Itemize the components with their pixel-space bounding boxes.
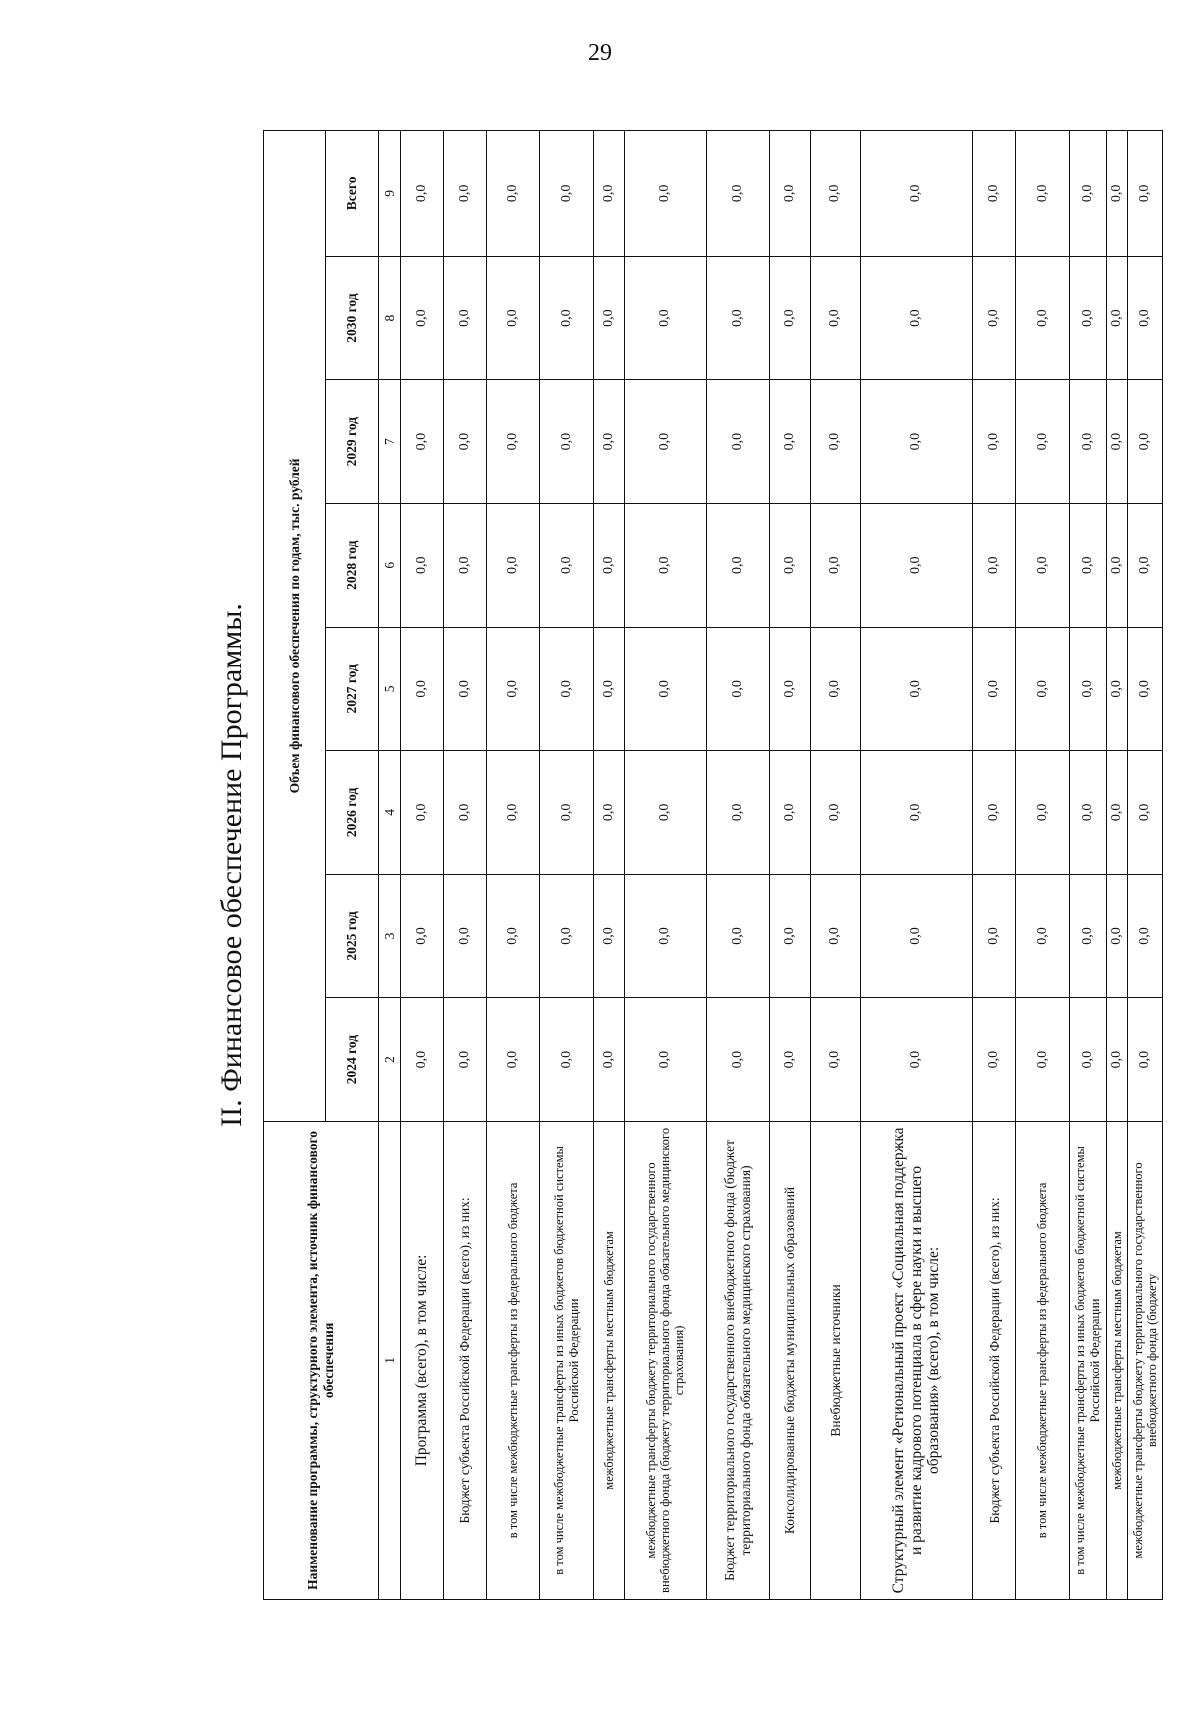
row-value: 0,0 xyxy=(487,874,540,998)
row-value: 0,0 xyxy=(811,131,860,257)
row-value: 0,0 xyxy=(811,503,860,627)
column-number: 1 xyxy=(379,1121,401,1599)
row-value: 0,0 xyxy=(811,998,860,1122)
row-value: 0,0 xyxy=(860,256,973,380)
row-value: 0,0 xyxy=(624,998,706,1122)
row-value: 0,0 xyxy=(1069,874,1106,998)
row-name: Бюджет территориального государственного внебюджетного фонда (бюджет территориального фонда обязательного медицинского страхования) xyxy=(706,1121,770,1599)
row-value: 0,0 xyxy=(860,503,973,627)
row-value: 0,0 xyxy=(1128,751,1163,875)
column-number: 4 xyxy=(379,751,401,875)
row-value: 0,0 xyxy=(1016,380,1069,504)
row-value: 0,0 xyxy=(860,131,973,257)
row-value: 0,0 xyxy=(1016,256,1069,380)
column-number: 7 xyxy=(379,380,401,504)
header-year: 2028 год xyxy=(326,503,379,627)
row-value: 0,0 xyxy=(706,627,770,751)
row-value: 0,0 xyxy=(593,256,624,380)
row-value: 0,0 xyxy=(1069,627,1106,751)
header-total: Всего xyxy=(326,131,379,257)
row-value: 0,0 xyxy=(593,627,624,751)
row-value: 0,0 xyxy=(706,998,770,1122)
row-value: 0,0 xyxy=(973,751,1016,875)
row-value: 0,0 xyxy=(593,503,624,627)
column-number: 5 xyxy=(379,627,401,751)
row-value: 0,0 xyxy=(593,131,624,257)
row-value: 0,0 xyxy=(770,131,811,257)
row-value: 0,0 xyxy=(860,998,973,1122)
row-value: 0,0 xyxy=(444,627,487,751)
row-name: Программа (всего), в том числе: xyxy=(401,1121,444,1599)
row-value: 0,0 xyxy=(444,503,487,627)
row-value: 0,0 xyxy=(973,627,1016,751)
row-value: 0,0 xyxy=(1069,256,1106,380)
row-value: 0,0 xyxy=(706,751,770,875)
row-value: 0,0 xyxy=(540,256,593,380)
row-value: 0,0 xyxy=(593,751,624,875)
row-value: 0,0 xyxy=(1106,627,1128,751)
row-value: 0,0 xyxy=(1016,131,1069,257)
row-value: 0,0 xyxy=(487,503,540,627)
row-value: 0,0 xyxy=(770,751,811,875)
row-value: 0,0 xyxy=(1069,751,1106,875)
row-value: 0,0 xyxy=(444,256,487,380)
row-value: 0,0 xyxy=(540,627,593,751)
row-value: 0,0 xyxy=(973,874,1016,998)
row-name: Консолидированные бюджеты муниципальных образований xyxy=(770,1121,811,1599)
row-value: 0,0 xyxy=(860,627,973,751)
header-year: 2024 год xyxy=(326,998,379,1122)
row-value: 0,0 xyxy=(973,256,1016,380)
row-value: 0,0 xyxy=(770,998,811,1122)
row-value: 0,0 xyxy=(593,874,624,998)
row-name: Внебюджетные источники xyxy=(811,1121,860,1599)
row-value: 0,0 xyxy=(540,751,593,875)
row-name: в том числе межбюджетные трансферты из иных бюджетов бюджетной системы Российской Федерации xyxy=(540,1121,593,1599)
table-row xyxy=(860,131,973,1600)
table-row xyxy=(444,131,487,1600)
table-row xyxy=(624,131,706,1600)
row-value: 0,0 xyxy=(1069,131,1106,257)
row-value: 0,0 xyxy=(770,380,811,504)
table-row xyxy=(811,131,860,1600)
row-value: 0,0 xyxy=(1106,380,1128,504)
row-value: 0,0 xyxy=(811,627,860,751)
row-value: 0,0 xyxy=(593,380,624,504)
row-name: Структурный элемент «Региональный проект «Социальная поддержка и развитие кадрового потенциала в сфере науки и высшего образования» (всего), в том числе: xyxy=(860,1121,973,1599)
row-value: 0,0 xyxy=(1069,503,1106,627)
row-value: 0,0 xyxy=(1128,256,1163,380)
row-value: 0,0 xyxy=(811,380,860,504)
header-group-label: Объем финансового обеспечения по годам, тыс. рублей xyxy=(264,131,326,1122)
row-value: 0,0 xyxy=(1016,874,1069,998)
header-name-column: Наименование программы, структурного элемента, источник финансового обеспечения xyxy=(264,1121,379,1599)
row-value: 0,0 xyxy=(1069,998,1106,1122)
row-value: 0,0 xyxy=(1106,751,1128,875)
row-value: 0,0 xyxy=(706,380,770,504)
financing-table xyxy=(263,130,1163,1600)
row-value: 0,0 xyxy=(973,503,1016,627)
row-value: 0,0 xyxy=(1128,998,1163,1122)
row-value: 0,0 xyxy=(1016,998,1069,1122)
row-value: 0,0 xyxy=(540,998,593,1122)
row-value: 0,0 xyxy=(973,380,1016,504)
page-number: 29 xyxy=(588,40,612,66)
row-value: 0,0 xyxy=(540,131,593,257)
row-value: 0,0 xyxy=(624,380,706,504)
row-value: 0,0 xyxy=(811,874,860,998)
row-value: 0,0 xyxy=(401,503,444,627)
row-value: 0,0 xyxy=(1106,503,1128,627)
row-value: 0,0 xyxy=(487,131,540,257)
row-value: 0,0 xyxy=(1016,627,1069,751)
row-value: 0,0 xyxy=(487,998,540,1122)
row-value: 0,0 xyxy=(540,503,593,627)
table-row xyxy=(487,131,540,1600)
row-value: 0,0 xyxy=(706,503,770,627)
row-value: 0,0 xyxy=(487,627,540,751)
row-value: 0,0 xyxy=(1128,874,1163,998)
column-number: 3 xyxy=(379,874,401,998)
header-year: 2030 год xyxy=(326,256,379,380)
section-title: II. Финансовое обеспечение Программы. xyxy=(215,603,248,1127)
row-value: 0,0 xyxy=(1016,503,1069,627)
table-body xyxy=(401,131,1163,1600)
table-row xyxy=(1069,131,1106,1600)
row-value: 0,0 xyxy=(1106,131,1128,257)
row-value: 0,0 xyxy=(706,874,770,998)
row-name: межбюджетные трансферты бюджету территориального государственного внебюджетного фонда (бюджету территориального фонда обязательного медицинского страхования) xyxy=(624,1121,706,1599)
row-value: 0,0 xyxy=(1106,256,1128,380)
row-value: 0,0 xyxy=(487,256,540,380)
row-value: 0,0 xyxy=(624,874,706,998)
row-value: 0,0 xyxy=(401,256,444,380)
row-value: 0,0 xyxy=(1128,131,1163,257)
table-row xyxy=(706,131,770,1600)
row-name: межбюджетные трансферты местным бюджетам xyxy=(593,1121,624,1599)
row-value: 0,0 xyxy=(706,131,770,257)
table-row xyxy=(1016,131,1069,1600)
table-row xyxy=(973,131,1016,1600)
row-value: 0,0 xyxy=(401,627,444,751)
row-value: 0,0 xyxy=(444,380,487,504)
row-name: в том числе межбюджетные трансферты из иных бюджетов бюджетной системы Российской Федерации xyxy=(1069,1121,1106,1599)
row-value: 0,0 xyxy=(860,874,973,998)
row-value: 0,0 xyxy=(811,256,860,380)
row-value: 0,0 xyxy=(1106,998,1128,1122)
row-value: 0,0 xyxy=(1128,503,1163,627)
column-number: 6 xyxy=(379,503,401,627)
row-value: 0,0 xyxy=(593,998,624,1122)
row-value: 0,0 xyxy=(444,751,487,875)
row-name: Бюджет субъекта Российской Федерации (всего), из них: xyxy=(444,1121,487,1599)
row-name: межбюджетные трансферты бюджету территориального государственного внебюджетного фонда (бюджету xyxy=(1128,1121,1163,1599)
row-value: 0,0 xyxy=(401,874,444,998)
table-row xyxy=(1106,131,1128,1600)
row-value: 0,0 xyxy=(1016,751,1069,875)
table-row xyxy=(401,131,444,1600)
row-value: 0,0 xyxy=(540,874,593,998)
table-row xyxy=(593,131,624,1600)
row-value: 0,0 xyxy=(770,627,811,751)
header-year: 2029 год xyxy=(326,380,379,504)
table-row xyxy=(1128,131,1163,1600)
row-value: 0,0 xyxy=(487,380,540,504)
row-value: 0,0 xyxy=(540,380,593,504)
row-value: 0,0 xyxy=(487,751,540,875)
row-value: 0,0 xyxy=(624,503,706,627)
row-value: 0,0 xyxy=(624,131,706,257)
rotated-page-content xyxy=(197,130,1177,1600)
table-row xyxy=(540,131,593,1600)
row-value: 0,0 xyxy=(770,874,811,998)
row-value: 0,0 xyxy=(706,256,770,380)
row-value: 0,0 xyxy=(1106,874,1128,998)
row-value: 0,0 xyxy=(444,874,487,998)
row-value: 0,0 xyxy=(624,256,706,380)
header-year: 2026 год xyxy=(326,751,379,875)
row-value: 0,0 xyxy=(401,751,444,875)
row-value: 0,0 xyxy=(401,380,444,504)
row-value: 0,0 xyxy=(444,998,487,1122)
header-year: 2025 год xyxy=(326,874,379,998)
column-number: 8 xyxy=(379,256,401,380)
row-value: 0,0 xyxy=(973,998,1016,1122)
row-value: 0,0 xyxy=(973,131,1016,257)
row-value: 0,0 xyxy=(811,751,860,875)
row-name: в том числе межбюджетные трансферты из федерального бюджета xyxy=(487,1121,540,1599)
row-value: 0,0 xyxy=(1069,380,1106,504)
row-value: 0,0 xyxy=(444,131,487,257)
row-value: 0,0 xyxy=(770,503,811,627)
row-name: межбюджетные трансферты местным бюджетам xyxy=(1106,1121,1128,1599)
table-row xyxy=(770,131,811,1600)
row-value: 0,0 xyxy=(1128,627,1163,751)
row-value: 0,0 xyxy=(624,751,706,875)
row-value: 0,0 xyxy=(1128,380,1163,504)
row-value: 0,0 xyxy=(401,131,444,257)
row-value: 0,0 xyxy=(401,998,444,1122)
row-value: 0,0 xyxy=(770,256,811,380)
column-number: 9 xyxy=(379,131,401,257)
row-name: в том числе межбюджетные трансферты из федерального бюджета xyxy=(1016,1121,1069,1599)
row-value: 0,0 xyxy=(860,380,973,504)
row-value: 0,0 xyxy=(624,627,706,751)
row-name: Бюджет субъекта Российской Федерации (всего), из них: xyxy=(973,1121,1016,1599)
column-number: 2 xyxy=(379,998,401,1122)
header-year: 2027 год xyxy=(326,627,379,751)
row-value: 0,0 xyxy=(860,751,973,875)
